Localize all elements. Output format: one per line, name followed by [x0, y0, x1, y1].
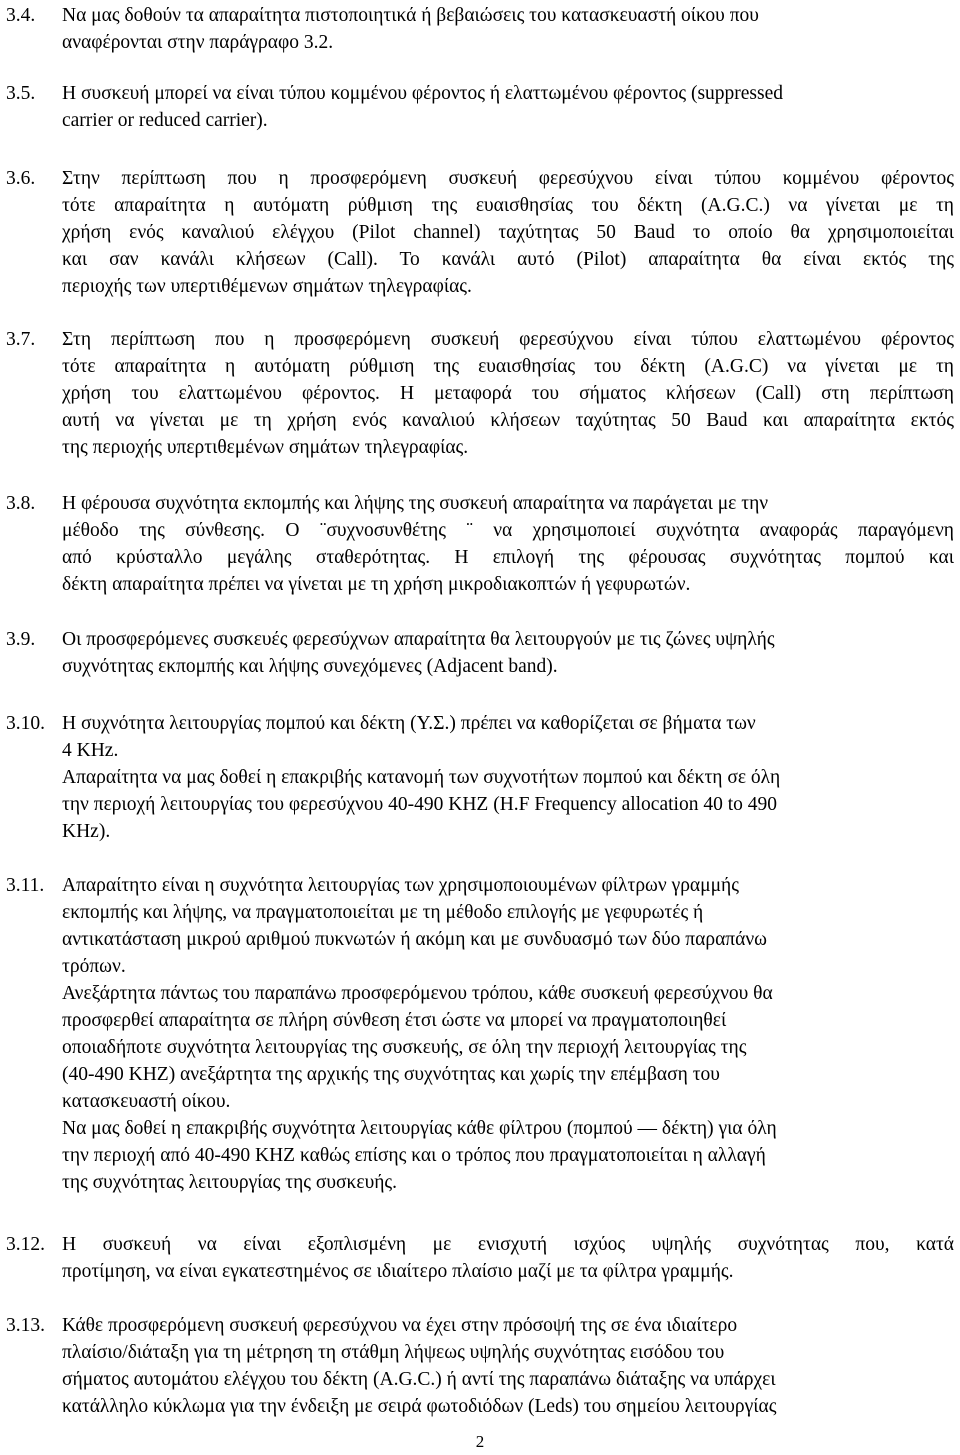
text-line: χρήση ενός καναλιού ελέγχου (Pilot channel) ταχύτητας 50 Baud το οποίο θα χρησιμοποιείται [62, 222, 954, 243]
text-line: κατασκευαστή οίκου. [62, 1091, 231, 1112]
text-line: τότε απαραίτητα η αυτόματη ρύθμιση της ευαισθησίας του δέκτη (A.G.C.) να γίνεται με τη [62, 195, 954, 216]
text-line: μέθοδο της σύνθεσης. Ο ¨συχνοσυνθέτης ¨ να χρησιμοποιεί συχνότητα αναφοράς παραγόμενη [62, 520, 954, 541]
section-number: 3.8. [6, 493, 36, 514]
section-3-7 [0, 326, 960, 461]
section-number: 3.12. [6, 1234, 45, 1255]
text-line: τότε απαραίτητα η αυτόματη ρύθμιση της ευαισθησίας του δέκτη (A.G.C) να γίνεται με τη [62, 356, 954, 377]
text-line: την περιοχή από 40-490 KHZ καθώς επίσης και ο τρόπος που πραγματοποιείται η αλλαγή [62, 1145, 766, 1166]
text-line: σήματος αυτομάτου ελέγχου του δέκτη (A.G.C.) ή αντί της παραπάνω διάταξης να υπάρχει [62, 1369, 776, 1390]
section-number: 3.7. [6, 329, 36, 350]
text-line: πλαίσιο/διάταξη για τη μέτρηση τη στάθμη λήψεως υψηλής συχνότητας εισόδου του [62, 1342, 725, 1363]
section-3-10 [0, 710, 960, 845]
text-line: από κρύσταλλο μεγάλης σταθερότητας. Η επιλογή της φέρουσας συχνότητας πομπού και [62, 547, 954, 568]
section-3-12 [0, 1231, 960, 1285]
text-line: carrier or reduced carrier). [62, 110, 268, 131]
text-line: τρόπων. [62, 956, 126, 977]
section-3-9 [0, 626, 960, 680]
text-line: 4 KHz. [62, 740, 119, 761]
text-line: (40-490 KHZ) ανεξάρτητα της αρχικής της συχνότητας και χωρίς την επέμβαση του [62, 1064, 720, 1085]
section-3-8 [0, 490, 960, 598]
text-line: την περιοχή λειτουργίας του φερεσύχνου 40-490 KHZ (H.F Frequency allocation 40 to 490 [62, 794, 777, 815]
section-3-6 [0, 165, 960, 300]
text-line: οποιαδήποτε συχνότητα λειτουργίας της συσκευής, σε όλη την περιοχή λειτουργίας της [62, 1037, 747, 1058]
section-3-4 [0, 2, 960, 56]
text-line: Στη περίπτωση που η προσφερόμενη συσκευή φερεσύχνου είναι τύπου ελαττωμένου φέροντος [62, 329, 954, 350]
section-number: 3.13. [6, 1315, 45, 1336]
text-line: Η φέρουσα συχνότητα εκπομπής και λήψης της συσκευή απαραίτητα να παράγεται με την [62, 493, 769, 514]
text-line: Η συσκευή να είναι εξοπλισμένη με ενισχυτή ισχύος υψηλής συχνότητας που, κατά [62, 1234, 954, 1255]
text-line: αντικατάσταση μικρού αριθμού πυκνωτών ή ακόμη και με συνδυασμό των δύο παραπάνω [62, 929, 767, 950]
text-line: προσφερθεί απαραίτητα σε πλήρη σύνθεση έτσι ώστε να μπορεί να πραγματοποιηθεί [62, 1010, 727, 1031]
text-line: Να μας δοθεί η επακριβής συχνότητα λειτουργίας κάθε φίλτρου (πομπού — δέκτη) για όλη [62, 1118, 777, 1139]
text-line: Ανεξάρτητα πάντως του παραπάνω προσφερόμενου τρόπου, κάθε συσκευή φερεσύχνου θα [62, 983, 773, 1004]
text-line: της συχνότητας λειτουργίας της συσκευής. [62, 1172, 398, 1193]
text-line: δέκτη απαραίτητα πρέπει να γίνεται με τη χρήση μικροδιακοπτών ή γεφυρωτών. [62, 574, 691, 595]
section-number: 3.9. [6, 629, 36, 650]
section-number: 3.4. [6, 5, 36, 26]
text-line: συχνότητας εκπομπής και λήψης συνεχόμενες (Adjacent band). [62, 656, 558, 677]
text-line: αυτή να γίνεται με τη χρήση ενός καναλιού κλήσεων ταχύτητας 50 Baud και απαραίτητα εκτός [62, 410, 954, 431]
text-line: και σαν κανάλι κλήσεων (Call). Το κανάλι αυτό (Pilot) απαραίτητα θα είναι εκτός της [62, 249, 954, 270]
text-line: Απαραίτητα να μας δοθεί η επακριβής κατανομή των συχνοτήτων πομπού και δέκτη σε όλη [62, 767, 781, 788]
text-line: Κάθε προσφερόμενη συσκευή φερεσύχνου να έχει στην πρόσοψή της σε ένα ιδιαίτερο [62, 1315, 738, 1336]
text-line: της περιοχής υπερτιθεμένων σημάτων τηλεγραφίας. [62, 437, 469, 458]
section-3-11 [0, 872, 960, 1196]
text-line: KHz). [62, 821, 111, 842]
text-line: Να μας δοθούν τα απαραίτητα πιστοποιητικά ή βεβαιώσεις του κατασκευαστή οίκου που [62, 5, 759, 26]
text-line: Η συχνότητα λειτουργίας πομπού και δέκτη (Υ.Σ.) πρέπει να καθορίζεται σε βήματα των [62, 713, 756, 734]
text-line: Η συσκευή μπορεί να είναι τύπου κομμένου φέροντος ή ελαττωμένου φέροντος (suppressed [62, 83, 784, 104]
text-line: κατάλληλο κύκλωμα για την ένδειξη με σειρά φωτοδιόδων (Leds) του σημείου λειτουργίας [62, 1396, 777, 1417]
page-number: 2 [475, 1432, 485, 1451]
section-number: 3.6. [6, 168, 36, 189]
text-line: περιοχής των υπερτιθέμενων σημάτων τηλεγραφίας. [62, 276, 472, 297]
text-line: χρήση του ελαττωμένου φέροντος. Η μεταφορά του σήματος κλήσεων (Call) στη περίπτωση [62, 383, 954, 404]
section-number: 3.5. [6, 83, 36, 104]
section-3-13 [0, 1312, 960, 1420]
section-3-5 [0, 80, 960, 134]
text-line: Οι προσφερόμενες συσκευές φερεσύχνων απαραίτητα θα λειτουργούν με τις ζώνες υψηλής [62, 629, 775, 650]
text-line: προτίμηση, να είναι εγκατεστημένος σε ιδιαίτερο πλαίσιο μαζί με τα φίλτρα γραμμής. [62, 1261, 734, 1282]
section-number: 3.10. [6, 713, 45, 734]
text-line: αναφέρονται στην παράγραφο 3.2. [62, 32, 334, 53]
text-line: Στην περίπτωση που η προσφερόμενη συσκευή φερεσύχνου είναι τύπου κομμένου φέροντος [62, 168, 954, 189]
text-line: εκπομπής και λήψης, να πραγματοποιείται με τη μέθοδο επιλογής με γεφυρωτές ή [62, 902, 704, 923]
text-line: Απαραίτητο είναι η συχνότητα λειτουργίας των χρησιμοποιουμένων φίλτρων γραμμής [62, 875, 739, 896]
section-number: 3.11. [6, 875, 45, 896]
